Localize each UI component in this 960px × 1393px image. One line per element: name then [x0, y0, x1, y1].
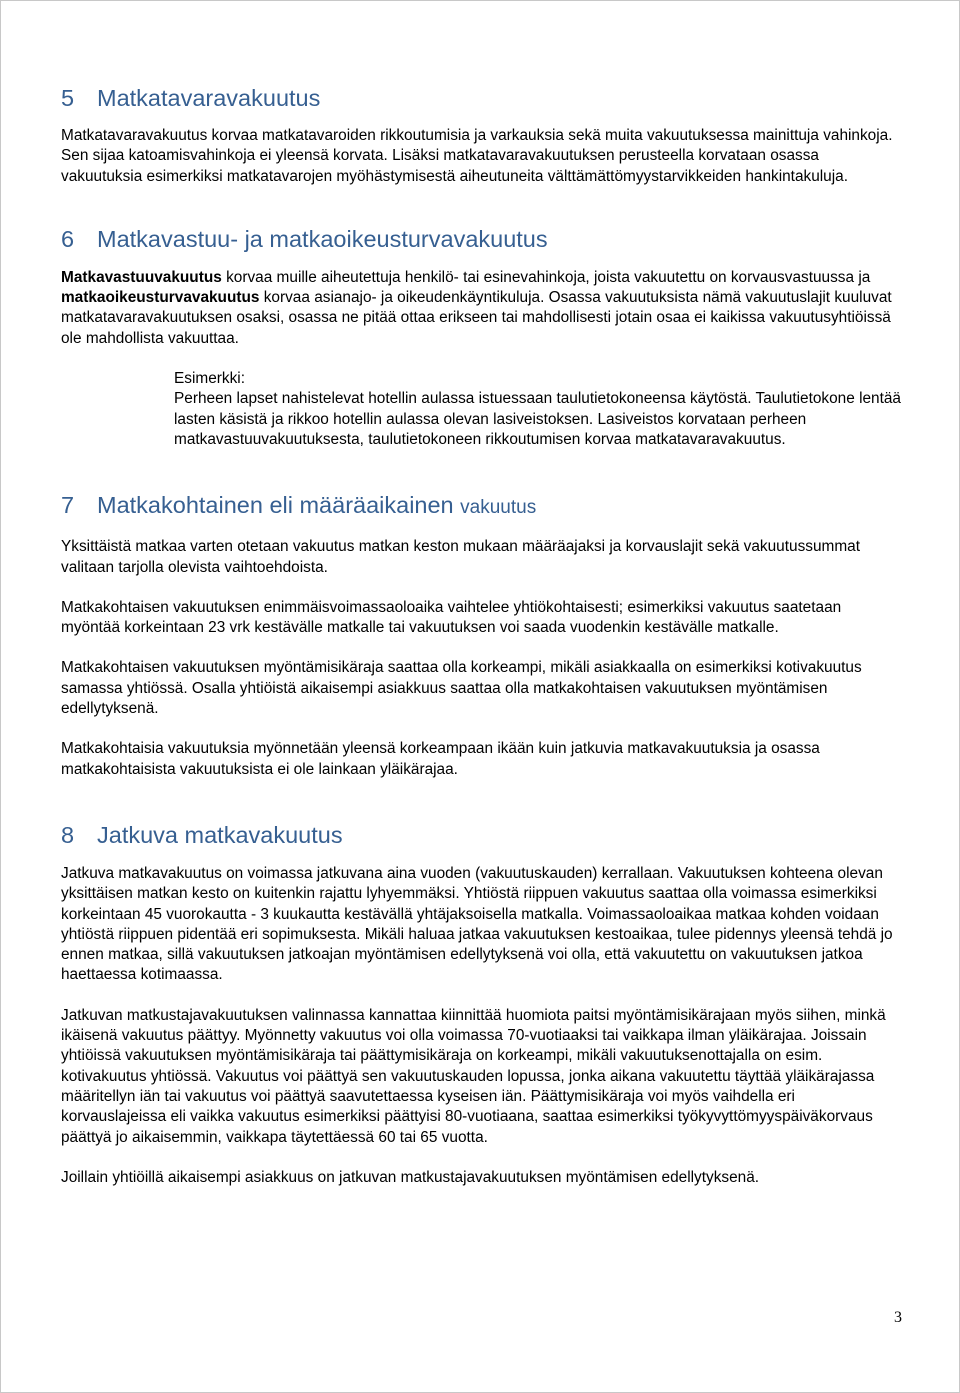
- section-6-heading: [61, 224, 903, 254]
- section-7-paragraph: Yksittäistä matkaa varten otetaan vakuutus matkan keston mukaan määräajaksi ja korvauslajit sekä vakuutussummat valitaan tarjolla olevista vaihtoehdoista.: [61, 538, 860, 576]
- example-text: Perheen lapset nahistelevat hotellin aulassa istuessaan taulutietokoneensa käytöstä. Taulutietokone lentää lasten käsistä ja rikkoo hotellin aulassa olevan lasiveistoksen. Lasiveistos korvataan perheen matkavastuuvakuutuksesta, taulutietokoneen rikkoutumisen korvaa matkatavaravakuutus.: [174, 390, 901, 448]
- section-title: Matkavastuu- ja matkaoikeusturvavakuutus: [97, 225, 548, 252]
- paragraph-text: korvaa asianajo- ja oikeudenkäyntikuluja. Osassa vakuutuksista nämä vakuutuslajit kuuluvat matkatavaravakuutuksen osaksi, osassa ne pitää ottaa erikseen tai mahdollisesti jotain osaa ei kaikissa vakuutusyhtiöissä ole mahdollista vakuuttaa.: [61, 289, 892, 347]
- section-5-heading: [61, 83, 903, 113]
- example-label: Esimerkki:: [174, 370, 245, 388]
- section-6-paragraph: [61, 268, 903, 349]
- section-7-heading: [61, 490, 903, 523]
- section-title: Matkatavaravakuutus: [97, 85, 321, 111]
- example-block: [174, 369, 903, 450]
- section-number: 5: [61, 85, 75, 111]
- page-content: [61, 83, 903, 1188]
- section-8-paragraph: Jatkuva matkavakuutus on voimassa jatkuvana aina vuoden (vakuutuskauden) kerrallaan. Vakuutuksen kohteena olevan yksittäisen matkan kesto on kuitenkin rajattu lyhyemmäksi. Yhtiöstä riippuen vakuutus saattaa olla voimassa esimerkiksi korkeintaan 45 vuorokautta - 3 kuukautta kestävällä yhtäjaksoisella matkalla. Voimassaoloaikaa matkaa kohden voidaan yhtiöstä riippuen pidentää eri sopimuksesta. Mikäli haluaa jatkaa vakuutuksen kestoaikaa, tulee pidennys yleensä tehdä jo ennen matkaa, sillä vakuutuksen jatkoajan myöntämisen edellytyksenä voi olla, että vakuutettu on vakuutuksen jatkoa haettaessa kotimaassa.: [61, 864, 893, 984]
- section-number: 8: [61, 821, 75, 848]
- bold-term: matkaoikeusturvavakuutus: [61, 289, 260, 307]
- section-title-small: vakuutus: [460, 497, 537, 519]
- section-7-paragraph: Matkakohtaisen vakuutuksen enimmäisvoimassaoloaika vaihtelee yhtiökohtaisesti; esimerkiksi vakuutus saatetaan myöntää korkeintaan 23 vrk kestävälle matkalle tai vakuutuksen voi saada vuodenkin kestävälle matkalle.: [61, 598, 842, 637]
- section-8-heading: [61, 820, 903, 850]
- section-title: Matkakohtainen eli määräaikainen: [97, 492, 454, 519]
- section-number: 6: [61, 225, 75, 252]
- bold-term: Matkavastuuvakuutus: [61, 268, 222, 286]
- section-7-paragraph: Matkakohtaisia vakuutuksia myönnetään yleensä korkeampaan ikään kuin jatkuvia matkavakuutuksia ja osassa matkakohtaisista vakuutuksista ei ole lainkaan yläikärajaa.: [61, 740, 820, 778]
- paragraph-text: korvaa muille aiheutettuja henkilö- tai esinevahinkoja, joista vakuutettu on korvausvastuussa ja: [221, 268, 871, 286]
- section-5-paragraph: Matkatavaravakuutus korvaa matkatavaroiden rikkoutumisia ja varkauksia sekä muita vakuutuksessa mainittuja vahinkoja. Sen sijaa katoamisvahinkoja ei yleensä korvata. Lisäksi matkatavaravakuutuksen perusteella korvataan osassa vakuutuksia esimerkiksi matkatavarojen myöhästymisestä aiheutuneita välttämättömyystarvikkeiden hankintakuluja.: [61, 127, 893, 185]
- section-title: Jatkuva matkavakuutus: [97, 821, 343, 848]
- page-number: 3: [894, 1309, 902, 1326]
- section-8-paragraph: Joillain yhtiöillä aikaisempi asiakkuus on jatkuvan matkustajavakuutuksen myöntämisen edellytyksenä.: [61, 1168, 760, 1186]
- section-8-paragraph: Jatkuvan matkustajavakuutuksen valinnassa kannattaa kiinnittää huomiota paitsi myöntämisikärajaan myös siihen, minkä ikäisenä vakuutus päättyy. Myönnetty vakuutus voi olla voimassa 70-vuotiaaksi tai vaikkapa ilman yläikärajaa. Joissain yhtiöissä vakuutuksen myöntämisikäraja tai päättymisikäraja on korkeampi, mikäli vakuutuksenottajalla on esim. kotivakuutus yhtiössä. Vakuutus voi päättyä sen vakuutuskauden lopussa, jonka aikana vakuutettu täyttää yläikärajassa määritellyn iän tai vakuutus voi päättyä saavutettaessa kyseisen iän. Päättymisikäraja voi myös vaihdella eri korvauslajeissa eli vaikka vakuutus esimerkiksi päättyisi 80-vuotiaana, saattaa esimerkiksi työkyvyttömyyspäiväkorvaus päättyä jo aikaisemmin, vaikkapa täytettäessä 60 tai 65 vuotta.: [61, 1006, 886, 1146]
- section-number: 7: [61, 492, 75, 519]
- section-7-paragraph: Matkakohtaisen vakuutuksen myöntämisikäraja saattaa olla korkeampi, mikäli asiakkaalla on esimerkiksi kotivakuutus samassa yhtiössä. Osalla yhtiöistä aikaisempi asiakkuus saattaa olla matkakohtaisen vakuutuksen myöntämisen edellytyksenä.: [61, 659, 862, 718]
